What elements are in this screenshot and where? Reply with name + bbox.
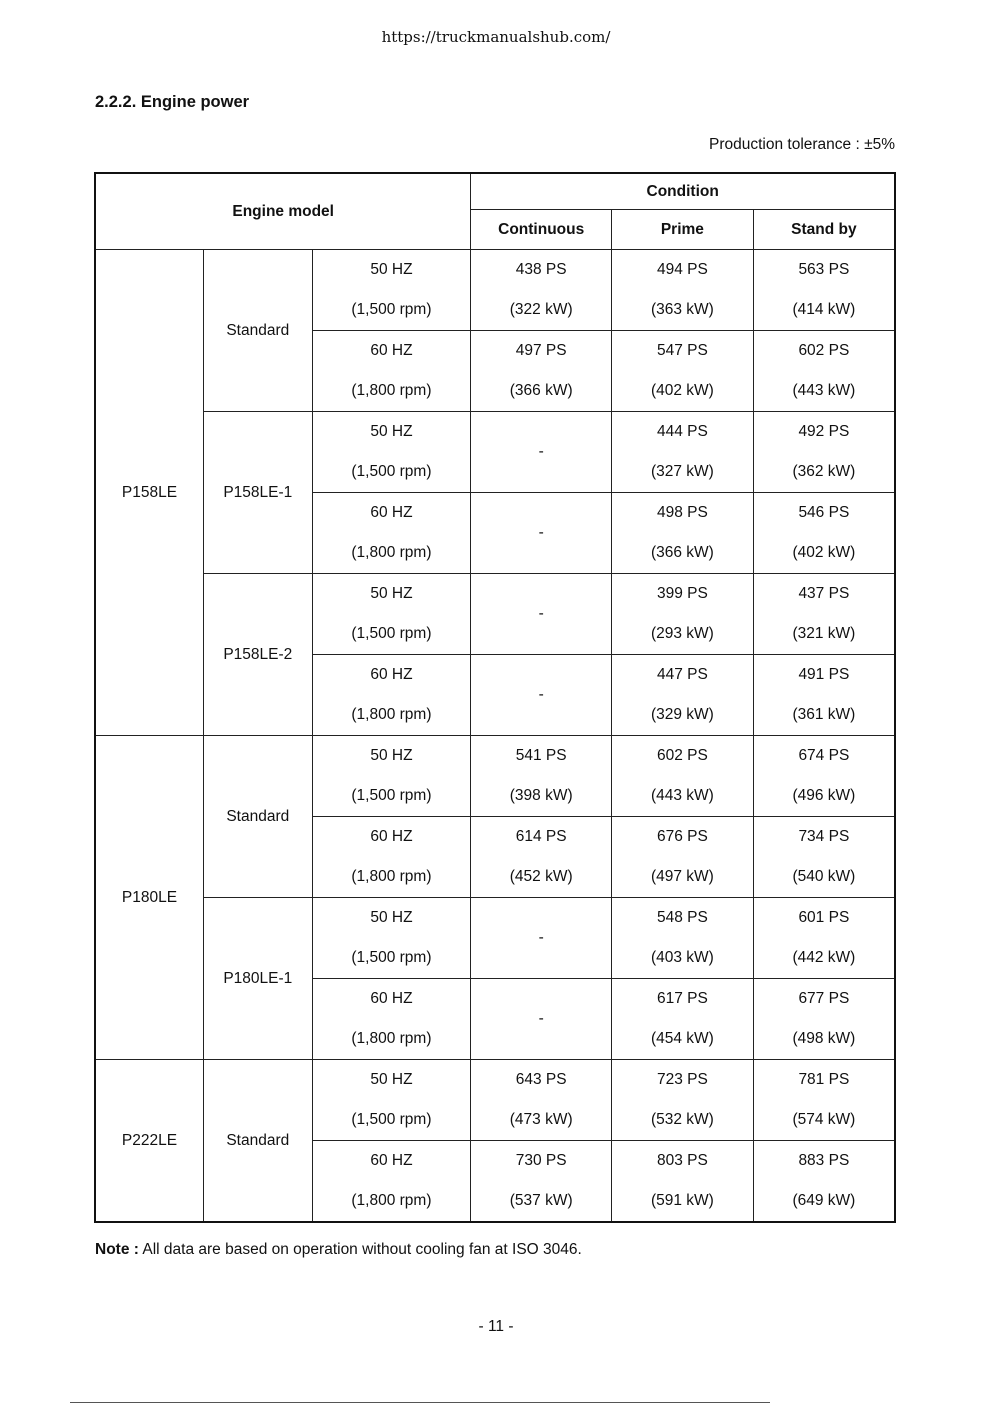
variant-cell: P158LE-2	[204, 574, 313, 736]
prime-cell	[612, 493, 754, 574]
continuous-ps: 614 PS	[515, 828, 567, 845]
frequency-rpm: (1,500 rpm)	[351, 787, 432, 804]
frequency-hz: 50 HZ	[370, 909, 413, 926]
continuous-kw: (473 kW)	[509, 1111, 573, 1128]
prime-ps: 676 PS	[656, 828, 708, 845]
prime-kw: (363 kW)	[650, 301, 714, 318]
standby-ps: 674 PS	[798, 747, 850, 764]
standby-kw: (414 kW)	[792, 301, 856, 318]
prime-ps: 399 PS	[656, 585, 708, 602]
prime-kw: (443 kW)	[650, 787, 714, 804]
standby-cell	[753, 493, 895, 574]
standby-ps: 546 PS	[798, 504, 850, 521]
frequency-rpm: (1,800 rpm)	[351, 1030, 432, 1047]
standby-cell	[753, 817, 895, 898]
frequency-rpm: (1,800 rpm)	[351, 1192, 432, 1209]
note	[95, 1241, 582, 1259]
header-prime: Prime	[612, 210, 754, 250]
prime-cell	[612, 898, 754, 979]
table-header	[95, 173, 895, 250]
engine-power-table	[94, 172, 896, 1223]
prime-kw: (497 kW)	[650, 868, 714, 885]
prime-ps: 494 PS	[656, 261, 708, 278]
prime-cell	[612, 1141, 754, 1223]
frequency-rpm: (1,800 rpm)	[351, 706, 432, 723]
frequency-hz: 60 HZ	[370, 990, 413, 1007]
continuous-kw: (322 kW)	[509, 301, 573, 318]
production-tolerance: Production tolerance : ±5%	[709, 136, 895, 153]
standby-kw: (402 kW)	[792, 544, 856, 561]
standby-kw: (498 kW)	[792, 1030, 856, 1047]
prime-cell	[612, 1060, 754, 1141]
frequency-cell	[312, 331, 471, 412]
continuous-cell	[471, 331, 612, 412]
frequency-cell	[312, 574, 471, 655]
standby-ps: 563 PS	[798, 261, 850, 278]
standby-cell	[753, 979, 895, 1060]
table-row	[95, 250, 895, 331]
standby-kw: (540 kW)	[792, 868, 856, 885]
standby-ps: 437 PS	[798, 585, 850, 602]
frequency-hz: 50 HZ	[370, 261, 413, 278]
prime-kw: (591 kW)	[650, 1192, 714, 1209]
standby-cell	[753, 250, 895, 331]
header-continuous: Continuous	[471, 210, 612, 250]
continuous-ps: 730 PS	[515, 1152, 567, 1169]
prime-kw: (403 kW)	[650, 949, 714, 966]
prime-kw: (532 kW)	[650, 1111, 714, 1128]
continuous-ps: 438 PS	[515, 261, 567, 278]
prime-kw: (402 kW)	[650, 382, 714, 399]
section-title: 2.2.2. Engine power	[95, 93, 250, 111]
page-number: - 11 -	[478, 1318, 514, 1335]
continuous-kw: (452 kW)	[509, 868, 573, 885]
table-body	[95, 250, 895, 1223]
variant-cell: Standard	[204, 736, 313, 898]
standby-cell	[753, 898, 895, 979]
prime-ps: 803 PS	[656, 1152, 708, 1169]
engine-model-cell: P222LE	[95, 1060, 204, 1223]
standby-kw: (362 kW)	[792, 463, 856, 480]
standby-kw: (496 kW)	[792, 787, 856, 804]
header-engine-model: Engine model	[95, 173, 471, 250]
continuous-cell	[471, 1060, 612, 1141]
frequency-rpm: (1,500 rpm)	[351, 301, 432, 318]
frequency-hz: 60 HZ	[370, 342, 413, 359]
standby-cell	[753, 574, 895, 655]
prime-kw: (327 kW)	[650, 463, 714, 480]
prime-ps: 444 PS	[656, 423, 708, 440]
header-standby: Stand by	[753, 210, 895, 250]
frequency-rpm: (1,500 rpm)	[351, 949, 432, 966]
standby-kw: (443 kW)	[792, 382, 856, 399]
continuous-ps: 643 PS	[515, 1071, 567, 1088]
frequency-hz: 50 HZ	[370, 747, 413, 764]
standby-ps: 492 PS	[798, 423, 850, 440]
standby-ps: 677 PS	[798, 990, 850, 1007]
prime-kw: (293 kW)	[650, 625, 714, 642]
continuous-ps: 541 PS	[515, 747, 567, 764]
standby-ps: 883 PS	[798, 1152, 850, 1169]
prime-kw: (454 kW)	[650, 1030, 714, 1047]
standby-cell	[753, 655, 895, 736]
source-url: https://truckmanualshub.com/	[381, 28, 611, 46]
standby-kw: (361 kW)	[792, 706, 856, 723]
frequency-hz: 50 HZ	[370, 423, 413, 440]
continuous-cell: -	[471, 979, 612, 1060]
frequency-hz: 50 HZ	[370, 1071, 413, 1088]
frequency-cell	[312, 898, 471, 979]
note-label: Note :	[95, 1241, 139, 1258]
frequency-cell	[312, 1060, 471, 1141]
continuous-cell: -	[471, 574, 612, 655]
standby-ps: 601 PS	[798, 909, 850, 926]
continuous-kw: (537 kW)	[509, 1192, 573, 1209]
prime-cell	[612, 574, 754, 655]
prime-cell	[612, 655, 754, 736]
continuous-cell: -	[471, 655, 612, 736]
frequency-hz: 60 HZ	[370, 504, 413, 521]
continuous-cell: -	[471, 412, 612, 493]
continuous-cell: -	[471, 898, 612, 979]
frequency-cell	[312, 1141, 471, 1223]
prime-cell	[612, 979, 754, 1060]
continuous-cell: -	[471, 493, 612, 574]
prime-ps: 548 PS	[656, 909, 708, 926]
continuous-kw: (366 kW)	[509, 382, 573, 399]
continuous-ps: 497 PS	[515, 342, 567, 359]
frequency-rpm: (1,800 rpm)	[351, 544, 432, 561]
frequency-rpm: (1,800 rpm)	[351, 868, 432, 885]
standby-cell	[753, 331, 895, 412]
variant-cell: P158LE-1	[204, 412, 313, 574]
table-row	[95, 898, 895, 979]
frequency-rpm: (1,500 rpm)	[351, 1111, 432, 1128]
prime-kw: (329 kW)	[650, 706, 714, 723]
note-text: All data are based on operation without cooling fan at ISO 3046.	[138, 1241, 582, 1258]
standby-kw: (321 kW)	[792, 625, 856, 642]
frequency-hz: 60 HZ	[370, 666, 413, 683]
frequency-cell	[312, 655, 471, 736]
prime-cell	[612, 250, 754, 331]
standby-cell	[753, 1141, 895, 1223]
frequency-cell	[312, 979, 471, 1060]
frequency-hz: 60 HZ	[370, 828, 413, 845]
standby-kw: (649 kW)	[792, 1192, 856, 1209]
frequency-cell	[312, 493, 471, 574]
continuous-cell	[471, 736, 612, 817]
engine-model-cell: P158LE	[95, 250, 204, 736]
frequency-hz: 60 HZ	[370, 1152, 413, 1169]
frequency-rpm: (1,500 rpm)	[351, 463, 432, 480]
table-row	[95, 1060, 895, 1141]
prime-cell	[612, 331, 754, 412]
standby-kw: (442 kW)	[792, 949, 856, 966]
standby-ps: 491 PS	[798, 666, 850, 683]
prime-ps: 547 PS	[656, 342, 708, 359]
continuous-kw: (398 kW)	[509, 787, 573, 804]
variant-cell: Standard	[204, 250, 313, 412]
continuous-cell	[471, 817, 612, 898]
frequency-hz: 50 HZ	[370, 585, 413, 602]
footer-divider	[70, 1402, 770, 1403]
frequency-cell	[312, 736, 471, 817]
continuous-cell	[471, 250, 612, 331]
prime-ps: 723 PS	[656, 1071, 708, 1088]
table-row	[95, 736, 895, 817]
header-condition: Condition	[471, 173, 895, 210]
frequency-cell	[312, 250, 471, 331]
prime-cell	[612, 736, 754, 817]
prime-ps: 498 PS	[656, 504, 708, 521]
prime-ps: 602 PS	[656, 747, 708, 764]
table-row	[95, 574, 895, 655]
variant-cell: Standard	[204, 1060, 313, 1223]
frequency-rpm: (1,500 rpm)	[351, 625, 432, 642]
standby-ps: 781 PS	[798, 1071, 850, 1088]
engine-model-cell: P180LE	[95, 736, 204, 1060]
standby-cell	[753, 1060, 895, 1141]
standby-cell	[753, 736, 895, 817]
prime-kw: (366 kW)	[650, 544, 714, 561]
prime-ps: 617 PS	[656, 990, 708, 1007]
standby-cell	[753, 412, 895, 493]
frequency-cell	[312, 412, 471, 493]
standby-ps: 602 PS	[798, 342, 850, 359]
standby-ps: 734 PS	[798, 828, 850, 845]
continuous-cell	[471, 1141, 612, 1223]
variant-cell: P180LE-1	[204, 898, 313, 1060]
table-row	[95, 412, 895, 493]
standby-kw: (574 kW)	[792, 1111, 856, 1128]
frequency-cell	[312, 817, 471, 898]
prime-cell	[612, 412, 754, 493]
prime-ps: 447 PS	[656, 666, 708, 683]
frequency-rpm: (1,800 rpm)	[351, 382, 432, 399]
prime-cell	[612, 817, 754, 898]
